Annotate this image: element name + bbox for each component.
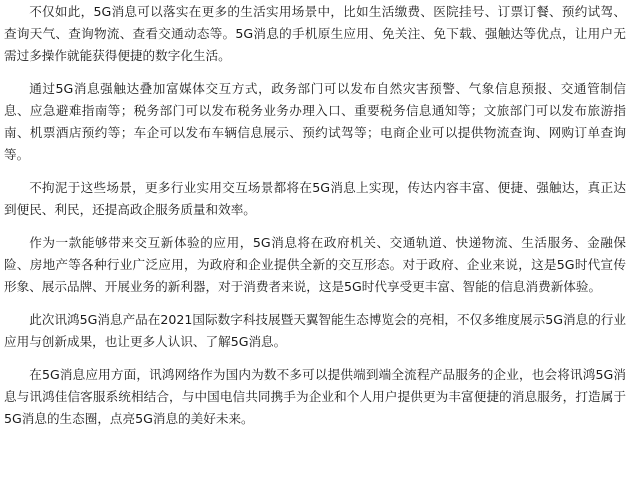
paragraph-expo-debut: 此次讯鸿5G消息产品在2021国际数字科技展暨天翼智能生态博览会的亮相，不仅多维度展示5G消息的行业应用与创新成果，也让更多人认识、了解5G消息。	[4, 312, 626, 349]
paragraph-industry-applications: 作为一款能够带来交互新体验的应用，5G消息将在政府机关、交通轨道、快递物流、生活服务、金融保险、房地产等各种行业广泛应用，为政府和企业提供全新的交互形态。对于政府、企业来说，这是5G时代宣传形象、展示品牌、开展业务的新利器，对于消费者来说，这是5G时代享受更丰富、智能的信息消费新体验。	[4, 235, 626, 294]
paragraph-xunhong-ecosystem: 在5G消息应用方面，讯鸿网络作为国内为数不多可以提供端到端全流程产品服务的企业，也会将讯鸿5G消息与讯鸿佳信客服系统相结合，与中国电信共同携手为企业和个人用户提供更为丰富便捷的消息服务，打造属于5G消息的生态圈，点亮5G消息的美好未来。	[4, 367, 626, 426]
paragraph-more-scenarios: 不拘泥于这些场景，更多行业实用交互场景都将在5G消息上实现，传达内容丰富、便捷、强触达，真正达到便民、利民，还提高政企服务质量和效率。	[4, 180, 626, 217]
paragraph-life-scenarios: 不仅如此，5G消息可以落实在更多的生活实用场景中，比如生活缴费、医院挂号、订票订餐、预约试驾、查询天气、查询物流、查看交通动态等。5G消息的手机原生应用、免关注、免下载、强触达等优点，让用户无需过多操作就能获得便捷的数字化生活。	[4, 4, 626, 63]
paragraph-government-services: 通过5G消息强触达叠加富媒体交互方式，政务部门可以发布自然灾害预警、气象信息预报、交通管制信息、应急避难指南等；税务部门可以发布税务业务办理入口、重要税务信息通知等；文旅部门可以发布旅游指南、机票酒店预约等；车企可以发布车辆信息展示、预约试驾等；电商企业可以提供物流查询、网购订单查询等。	[4, 81, 626, 162]
